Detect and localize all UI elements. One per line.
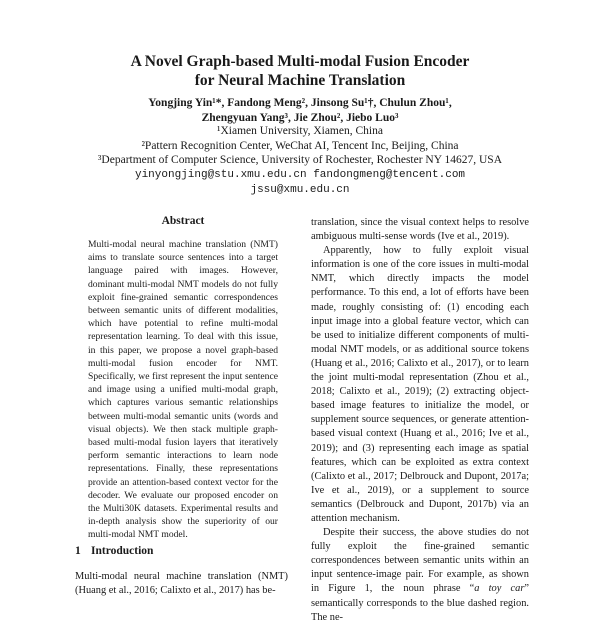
paragraph-limitations-tail: ” semantically corresponds to the blue dashed region. The ne- [311,583,530,623]
author-line-1: Yongjing Yin¹*, Fandong Meng², Jinsong Su¹†, Chulun Zhou¹, [148,97,452,109]
abstract-text: Multi-modal neural machine translation (NMT) aims to translate source sentences into a target language paired with images. However, dominant multi-modal NMT models do not fully exploit fine-grained semantic correspondences between semantic units of different modalities, which have potential to refine multi-modal representation learning. To deal with this issue, in this paper, we propose a novel graph-based multi-modal fusion encoder for NMT. Specifically, we first represent the input sentence and image using a unified multi-modal graph, which captures various semantic relationships between multi-modal semantic units (words and visual objects). We then stack multiple graph-based multi-modal fusion layers that iteratively perform semantic interactions to learn node representations. Finally, these representations provide an attention-based context vector for the decoder. We evaluate our proposed encoder on the Multi30K datasets. Experimental results and in-depth analysis show the superiority of our multi-modal NMT model. [88,239,278,541]
paragraph-limitations-text: Despite their success, the above studies do not fully exploit the fine-grained semantic correspondences between semantic units within an input sentence-image pair. For example, as shown in Figure 1, the noun phrase “ [311,527,529,595]
title-line-2: for Neural Machine Translation [194,72,406,89]
author-list [0,96,600,126]
introduction-body [75,570,288,598]
affiliation-2: ²Pattern Recognition Center, WeChat AI, Tencent Inc, Beijing, China [141,139,459,152]
example-phrase: a toy car [474,583,525,595]
abstract-body [88,238,278,542]
section-title: Introduction [91,545,154,557]
paper-title [0,52,600,90]
title-line-1: A Novel Graph-based Multi-modal Fusion Encoder [130,53,470,70]
section-heading-introduction [75,545,153,557]
email-line-2: jssu@xmu.edu.cn [250,184,350,196]
affiliation-1: ¹Xiamen University, Xiamen, China [217,125,383,137]
email-line-1: yinyongjing@stu.xmu.edu.cn fandongmeng@tencent.com [134,169,466,181]
paragraph-continued: translation, since the visual context helps to resolve ambiguous multi-sense words (Ive et al., 2019). [311,217,529,243]
introduction-text: Multi-modal neural machine translation (NMT) (Huang et al., 2016; Calixto et al., 2017) has be- [75,571,288,596]
affiliations [0,124,600,168]
paragraph-limitations [311,526,529,625]
abstract-heading: Abstract [161,215,205,227]
author-line-2: Zhengyuan Yang³, Jie Zhou², Jiebo Luo³ [201,112,399,124]
author-emails [0,168,600,198]
right-column [311,216,529,625]
section-number: 1 [75,545,81,557]
affiliation-3: ³Department of Computer Science, University of Rochester, Rochester NY 14627, USA [97,154,502,166]
paragraph-efforts: Apparently, how to fully exploit visual information is one of the core issues in multi-modal NMT, which directly impacts the model performance. To this end, a lot of efforts have been made, roughly consisting of: (1) encoding each input image into a global feature vector, which can be used to initialize different components of multi-modal NMT models, or as additional source tokens (Huang et al., 2016; Calixto et al., 2017), or to learn the joint multi-modal representation (Zhou et al., 2018; Calixto et al., 2019); (2) extracting object-based image features to initialize the model, or supplement source sequences, or generate attention-based visual context (Huang et al., 2016; Ive et al., 2019); and (3) representing each image as spatial features, which can be exploited as extra context (Calixto et al., 2017; Delbrouck and Dupont, 2017a; Ive et al., 2019), or a supplement to source semantics (Delbrouck and Dupont, 2017b) via an attention mechanism. [311,245,529,524]
